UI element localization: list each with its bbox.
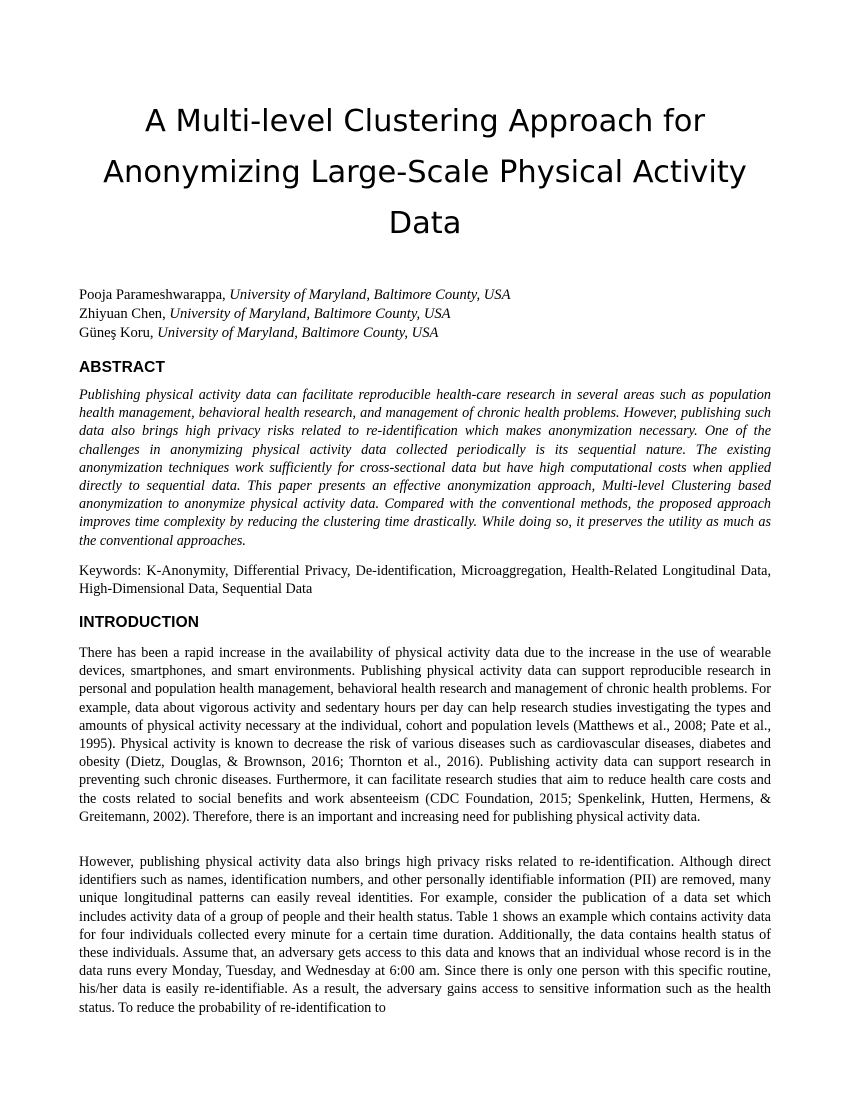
author-name: Zhiyuan Chen, (79, 306, 166, 322)
keywords: Keywords: K-Anonymity, Differential Privacy, De-identification, Microaggregation, Health-Related Longitudinal Data, High-Dimensional Data, Sequential Data (79, 563, 771, 598)
abstract-heading: ABSTRACT (79, 359, 166, 376)
author-name: Güneş Koru, (79, 325, 154, 341)
author-affiliation: University of Maryland, Baltimore County, USA (157, 325, 439, 341)
title-line: Data (388, 206, 462, 241)
introduction-heading: INTRODUCTION (79, 614, 200, 631)
introduction-paragraph: There has been a rapid increase in the availability of physical activity data due to the increase in the use of wearable devices, smartphones, and smart environments. Publishing physical activity data can support reproducible research in personal and population health management, behavioral health research and management of chronic health problems. For example, data about vigorous activity and sedentary hours per day can help research studies investigating the types and amounts of physical activity necessary at the individual, cohort and population levels (Matthews et al., 2008; Pate et al., 1995). Physical activity is known to decrease the risk of various diseases such as cardiovascular diseases, diabetes and obesity (Dietz, Douglas, & Brownson, 2016; Thornton et al., 2016). Publishing activity data can support research in preventing such chronic diseases. Furthermore, it can facilitate research studies that aim to reduce health care costs and the costs related to social benefits and work absenteeism (CDC Foundation, 2015; Spenkelink, Hutten, Hermens, & Greitemann, 2002). Therefore, there is an important and increasing need for publishing physical activity data. (79, 645, 771, 825)
author-list (79, 286, 779, 343)
author-name: Pooja Parameshwarappa, (79, 287, 226, 303)
author-affiliation: University of Maryland, Baltimore County, USA (169, 306, 451, 322)
author-entry (79, 286, 779, 305)
paper-title (60, 96, 790, 249)
introduction-paragraph: However, publishing physical activity data also brings high privacy risks related to re-identification. Although direct identifiers such as names, identification numbers, and other personally identifiable information (PII) are removed, many unique longitudinal patterns can easily reveal identities. For example, consider the publication of a data set which includes activity data of a group of people and their health status. Table 1 shows an example which contains activity data for four individuals collected every minute for a certain time duration. Additionally, the data contains health status of these individuals. Assume that, an adversary gets access to this data and knows that an individual whose record is in the data runs every Monday, Tuesday, and Wednesday at 6:00 am. Since there is only one person with this specific routine, his/her data is easily re-identifiable. As a result, the adversary gains access to sensitive information such as the health status. To reduce the probability of re-identification to (79, 854, 771, 1016)
title-line: Anonymizing Large-Scale Physical Activity (103, 155, 747, 190)
abstract-text: Publishing physical activity data can facilitate reproducible health-care research in several areas such as population health management, behavioral health research, and management of chronic health problems. However, publishing such data also brings high privacy risks related to re-identification which makes anonymization necessary. One of the challenges in anonymizing physical activity data collected periodically is its sequential nature. The existing anonymization techniques work sufficiently for cross-sectional data but have high computational costs when applied directly to sequential data. This paper presents an effective anonymization approach, Multi-level Clustering based anonymization to anonymize physical activity data. Compared with the conventional methods, the proposed approach improves time complexity by reducing the clustering time drastically. While doing so, it preserves the utility as much as the conventional approaches. (79, 387, 771, 549)
author-affiliation: University of Maryland, Baltimore County, USA (229, 287, 511, 303)
author-entry (79, 324, 779, 343)
author-entry (79, 305, 779, 324)
title-line: A Multi-level Clustering Approach for (145, 104, 705, 139)
